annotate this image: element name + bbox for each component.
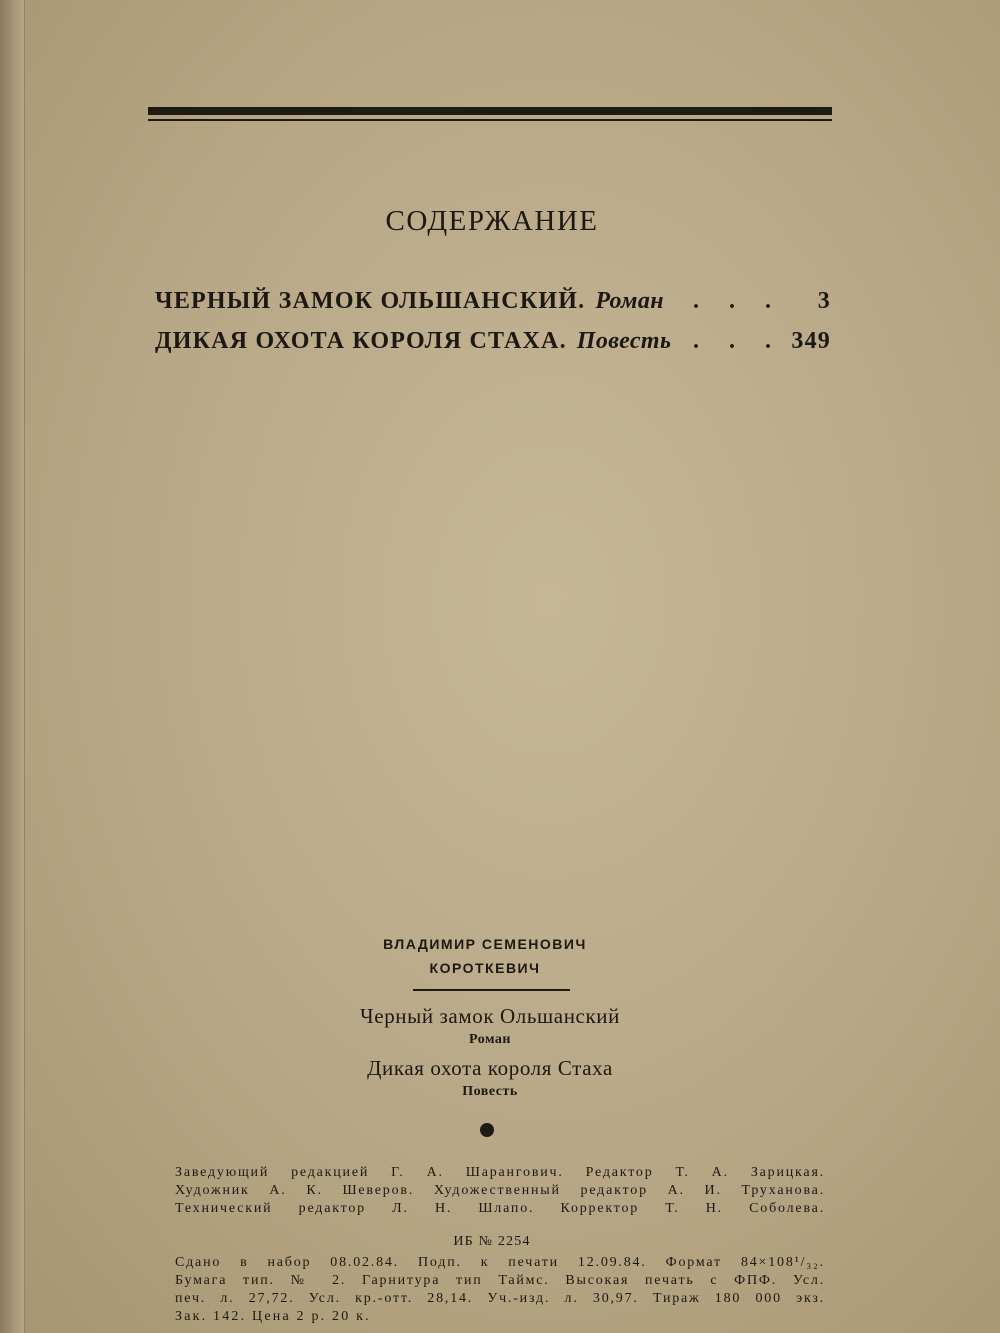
toc-entry-title: ДИКАЯ ОХОТА КОРОЛЯ СТАХА. xyxy=(155,328,567,354)
toc-entry-1 xyxy=(155,288,831,322)
toc-entry-page: 349 xyxy=(791,328,831,354)
author-name-line-1: ВЛАДИМИР СЕМЕНОВИЧ xyxy=(383,936,587,952)
print-details-line-3: печ. л. 27,72. Усл. кр.-отт. 28,14. Уч.-изд. л. 30,97. Тираж 180 000 экз. xyxy=(175,1291,825,1306)
staff-line-2: Художник А. К. Шеверов. Художественный редактор А. И. Труханова. xyxy=(175,1183,825,1198)
bullet-ornament xyxy=(480,1123,494,1137)
toc-entry-genre: Повесть xyxy=(576,328,672,354)
work-1-genre: Роман xyxy=(469,1032,511,1047)
top-double-rule xyxy=(148,107,832,115)
work-2-genre: Повесть xyxy=(462,1084,518,1099)
contents-heading: СОДЕРЖАНИЕ xyxy=(385,205,599,237)
print-details-line-2: Бумага тип. № 2. Гарнитура тип Таймс. Высокая печать с ФПФ. Усл. xyxy=(175,1273,825,1288)
toc-entry-page: 3 xyxy=(817,288,831,314)
work-1-title: Черный замок Ольшанский xyxy=(360,1004,620,1028)
colophon-divider xyxy=(413,989,570,991)
ib-number: ИБ № 2254 xyxy=(453,1234,531,1249)
print-details-line-1: Сдано в набор 08.02.84. Подп. к печати 12.09.84. Формат 84×108¹/₃₂. xyxy=(175,1255,825,1270)
staff-line-1: Заведующий редакцией Г. А. Шарангович. Редактор Т. А. Зарицкая. xyxy=(175,1165,825,1180)
toc-entry-genre: Роман xyxy=(595,288,665,314)
book-spine-edge xyxy=(0,0,25,1333)
toc-leader-dots: . . . xyxy=(693,328,783,354)
toc-leader-dots: . . . xyxy=(693,288,783,314)
author-name-line-2: КОРОТКЕВИЧ xyxy=(429,960,541,976)
work-2-title: Дикая охота короля Стаха xyxy=(367,1056,613,1080)
staff-line-3: Технический редактор Л. Н. Шлапо. Корректор Т. Н. Соболева. xyxy=(175,1201,825,1216)
toc-entry-title: ЧЕРНЫЙ ЗАМОК ОЛЬШАНСКИЙ. xyxy=(155,288,586,314)
print-details-line-4: Зак. 142. Цена 2 р. 20 к. xyxy=(175,1309,371,1324)
toc-entry-2 xyxy=(155,328,831,362)
